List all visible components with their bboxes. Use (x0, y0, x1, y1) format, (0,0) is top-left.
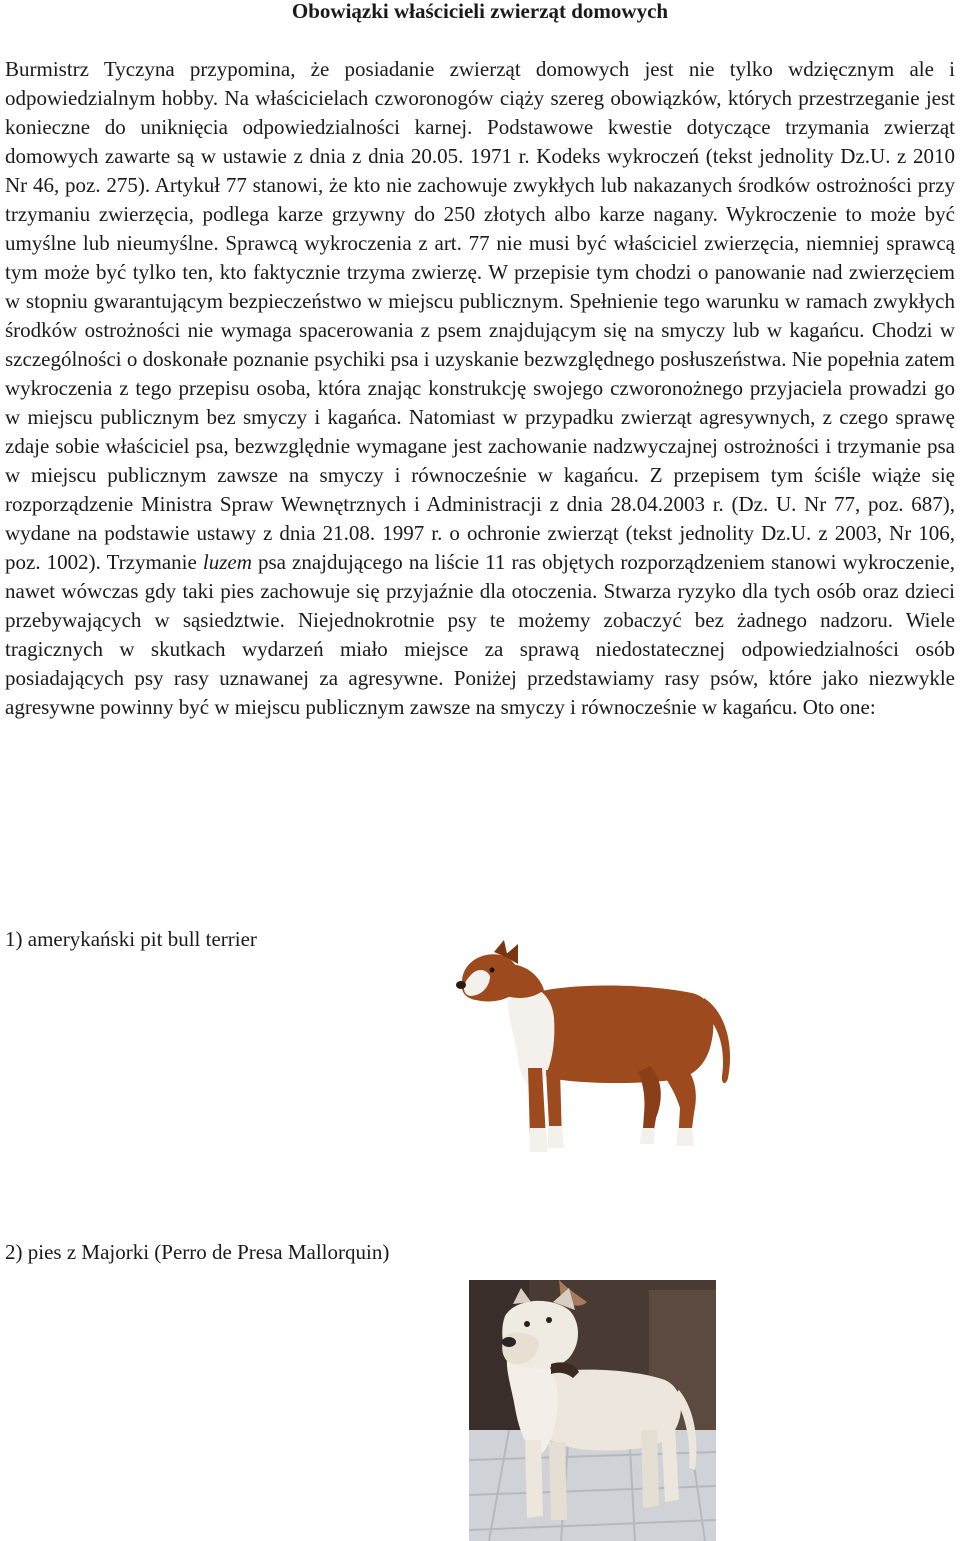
pit-bull-photo (442, 938, 744, 1178)
body-text-part-2: psa znajdującego na liście 11 ras objętych rozporządzeniem stanowi wykroczenie, nawet wówczas gdy taki pies zachowuje się przyjaźnie dla otoczenia. Stwarza ryzyko dla tych osób oraz dzieci przebywających w sąsiedztwie. Niejednokrotnie psy te możemy zobaczyć bez żadnego nadzoru. Wiele tragicznych w skutkach wydarzeń miało miejsce za sprawą niedostatecznej odpowiedzialności osób posiadających psy rasy uznawanej za agresywne. Poniżej przedstawiamy rasy psów, które jako niezwykle agresywne powinny być w miejscu publicznym zawsze na smyczy i równocześnie w kagańcu. Oto one: (5, 550, 956, 719)
body-text-part-1: Burmistrz Tyczyna przypomina, że posiadanie zwierząt domowych jest nie tylko wdzięcznym ale i odpowiedzialnym hobby. Na właścicielach czworonogów ciąży szereg obowiązków, których przestrzeganie jest konieczne do uniknięcia odpowiedzialności karnej. Podstawowe kwestie dotyczące trzymania zwierząt domowych zawarte są w ustawie z dnia z dnia 20.05. 1971 r. Kodeks wykroczeń (tekst jednolity Dz.U. z 2010 Nr 46, poz. 275). Artykuł 77 stanowi, że kto nie zachowuje zwykłych lub nakazanych środków ostrożności przy trzymaniu zwierzęcia, podlega karze grzywny do 250 złotych albo karze nagany. Wykroczenie to może być umyślne lub nieumyślne. Sprawcą wykroczenia z art. 77 nie musi być właściciel zwierzęcia, niemniej sprawcą tym może być tylko ten, kto faktycznie trzyma zwierzę. W przepisie tym chodzi o panowanie nad zwierzęciem w stopniu gwarantującym bezpieczeństwo w miejscu publicznym. Spełnienie tego warunku w ramach zwykłych środków ostrożności nie wymaga spacerowania z psem znajdującym się na smyczy lub w kagańcu. Chodzi w szczególności o doskonałe poznanie psychiki psa i uzyskanie bezwzględnego posłuszeństwa. Nie popełnia zatem wykroczenia z tego przepisu osoba, która znając konstrukcję swojego czworonożnego przyjaciela prowadzi go w miejscu publicznym bez smyczy i kagańca. Natomiast w przypadku zwierząt agresywnych, z czego sprawę zdaje sobie właściciel psa, bezwzględnie wymagane jest zachowanie nadzwyczajnej ostrożności i trzymanie psa w miejscu publicznym zawsze na smyczy i równocześnie w kagańcu. Z przepisem tym ściśle wiąże się rozporządzenie Ministra Spraw Wewnętrznych i Administracji z dnia 28.04.2003 r. (Dz. U. Nr 77, poz. 687), wydane na podstawie ustawy z dnia 21.08. 1997 r. o ochronie zwierząt (tekst jednolity Dz.U. z 2003, Nr 106, poz. 1002). Trzymanie (5, 57, 955, 574)
body-paragraph (5, 55, 955, 722)
breed-caption-1: 1) amerykański pit bull terrier (5, 927, 257, 951)
italic-word: luzem (202, 550, 252, 574)
perro-de-presa-mallorquin-photo (469, 1280, 716, 1541)
breed-caption-2: 2) pies z Majorki (Perro de Presa Mallorquin) (5, 1240, 390, 1264)
document-title: Obowiązki właścicieli zwierząt domowych (291, 0, 669, 23)
